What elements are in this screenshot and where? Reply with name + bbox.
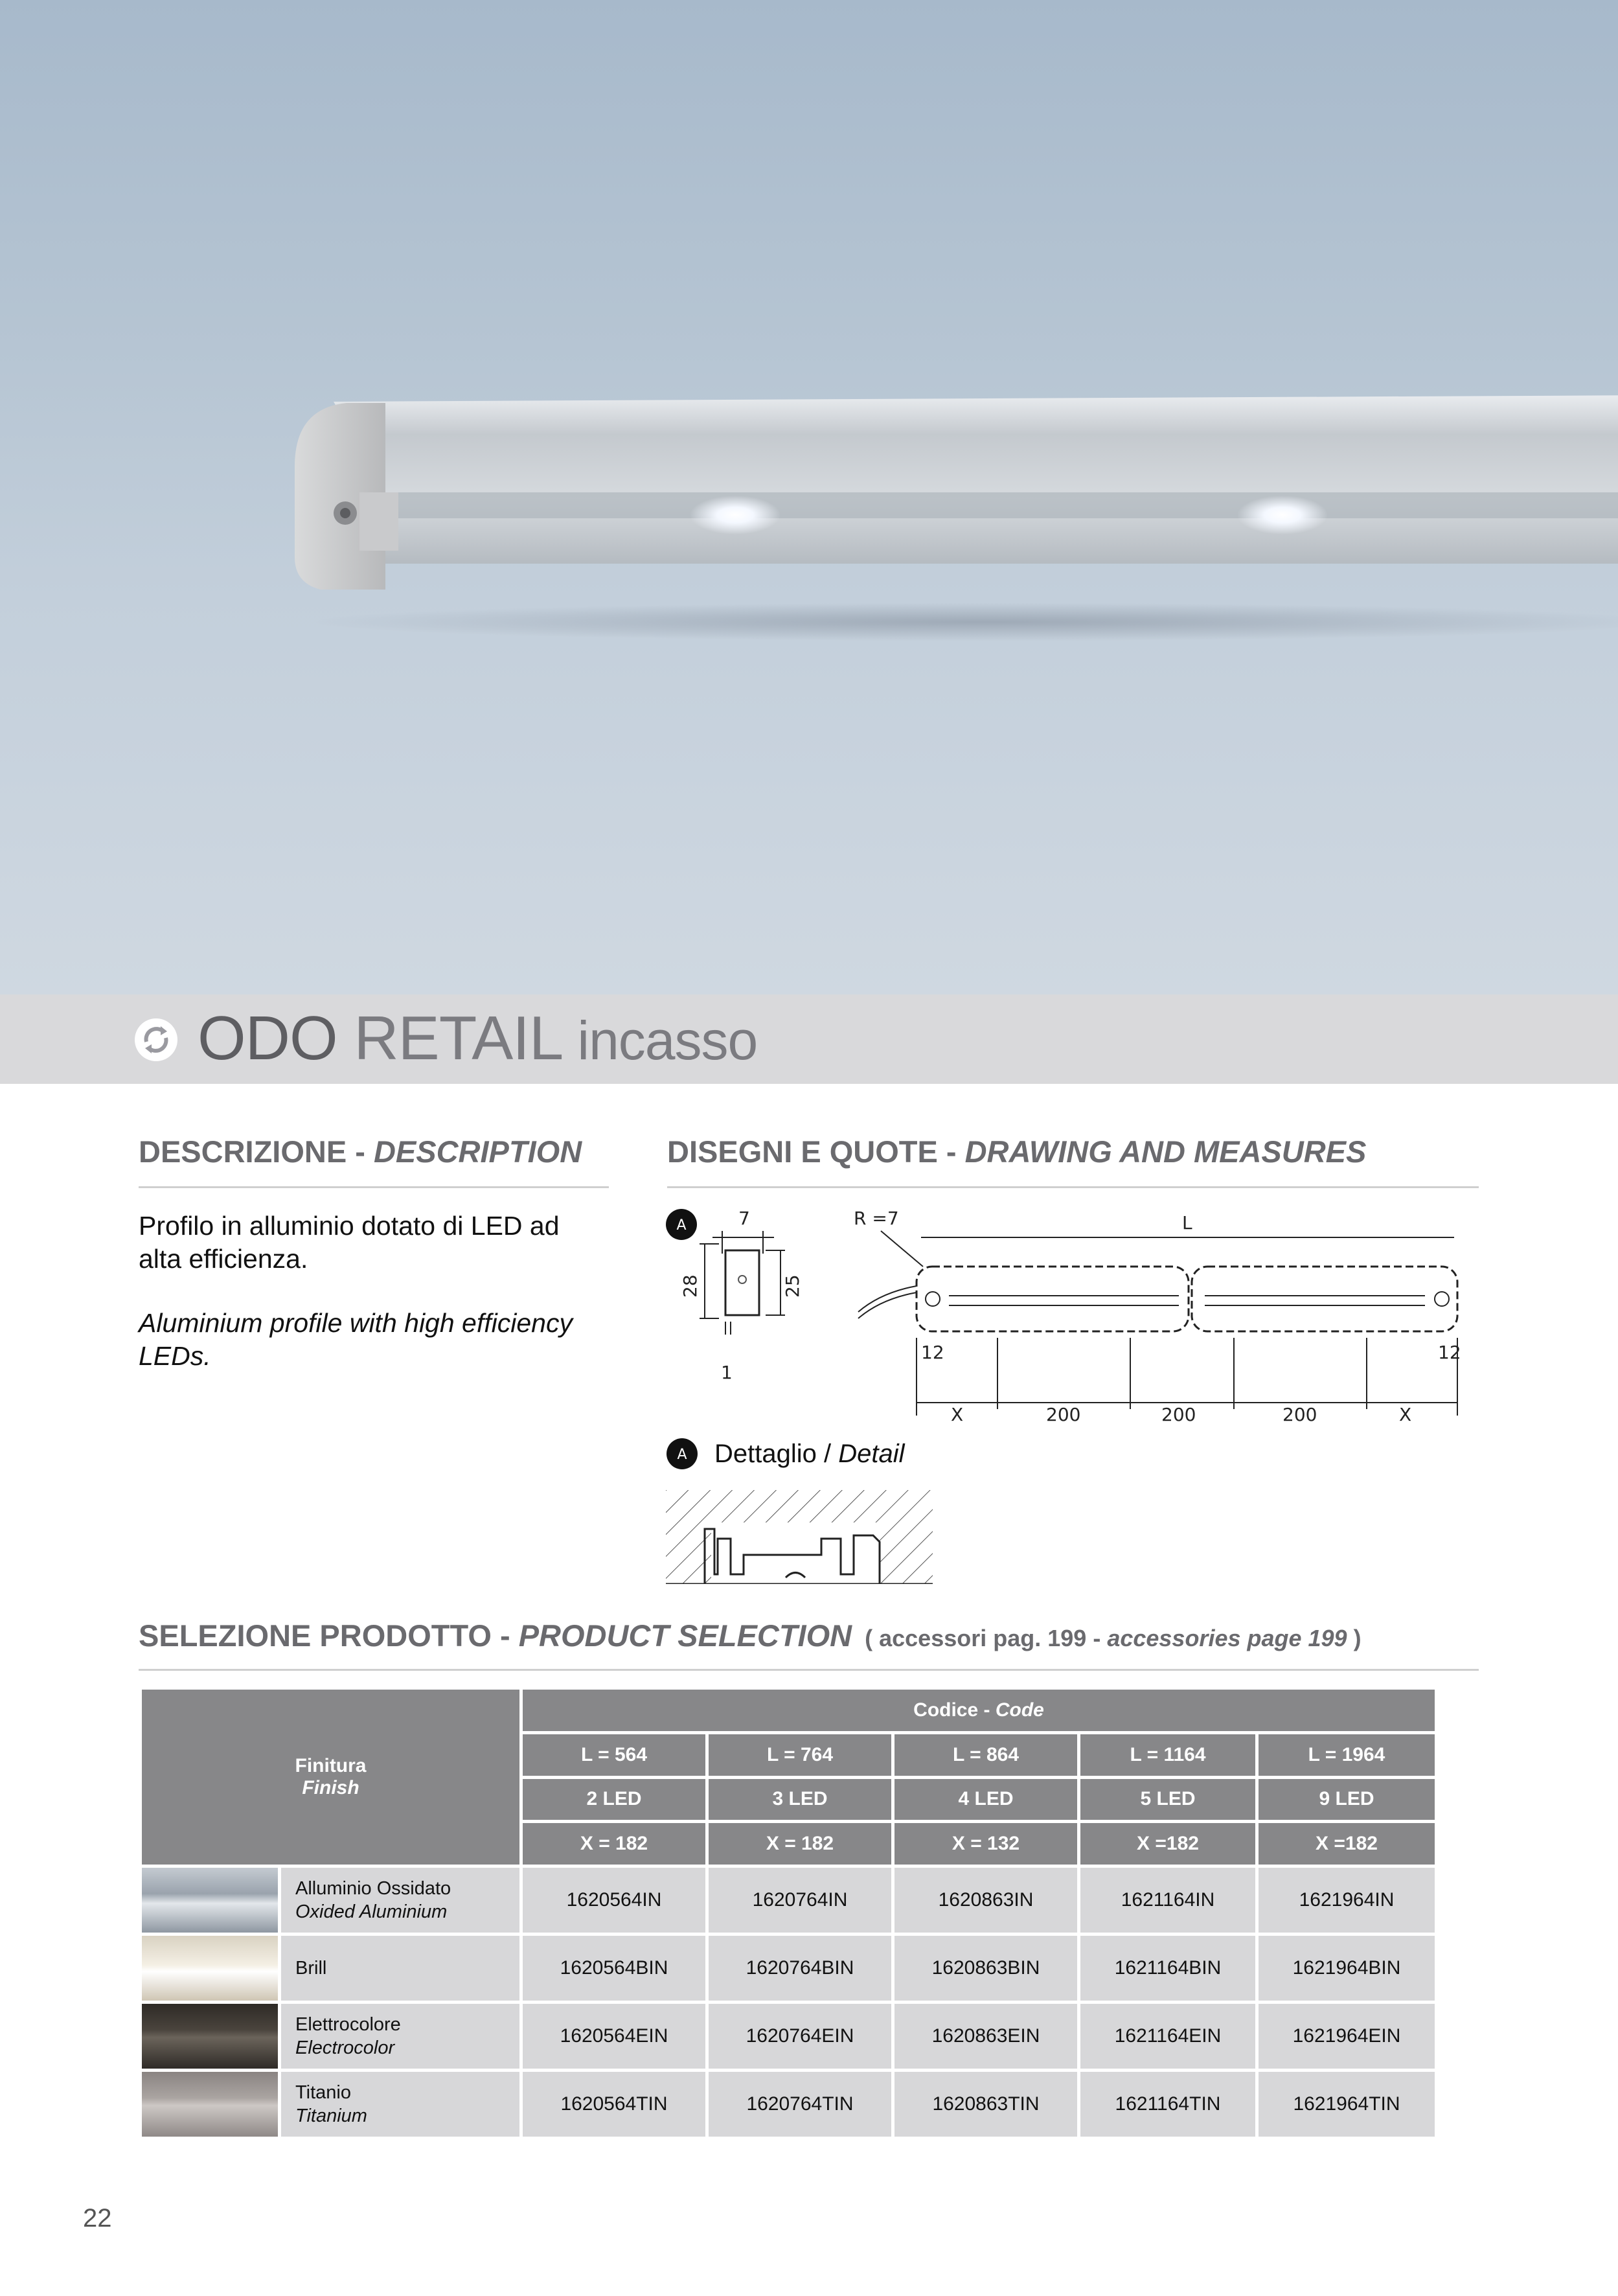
x-value-header: X = 182 <box>523 1823 705 1865</box>
length-header: L = 564 <box>523 1734 705 1776</box>
led-count-header: 2 LED <box>523 1779 705 1820</box>
dim-end-left: 12 <box>921 1342 944 1363</box>
length-header: L = 864 <box>894 1734 1077 1776</box>
selection-note-en: accessories page 199 <box>1107 1625 1347 1651</box>
detail-label <box>714 1440 904 1469</box>
code-header <box>523 1690 1435 1731</box>
page-number: 22 <box>83 2204 112 2233</box>
table-row <box>142 1868 1435 1933</box>
code-cell: 1620564EIN <box>523 2004 705 2069</box>
code-cell: 1620863IN <box>894 1868 1077 1933</box>
finish-label <box>281 2004 519 2069</box>
finish-header-en: Finish <box>302 1777 359 1798</box>
technical-drawing <box>661 1202 1483 1461</box>
dim-height-inner: 25 <box>782 1274 803 1298</box>
selection-heading <box>139 1618 1362 1653</box>
code-cell: 1621164EIN <box>1080 2004 1255 2069</box>
code-cell: 1620863TIN <box>894 2072 1077 2137</box>
drawing-rule <box>667 1186 1479 1188</box>
code-cell: 1621164IN <box>1080 1868 1255 1933</box>
x-value-header: X =182 <box>1259 1823 1435 1865</box>
brand-logo-icon <box>133 1017 179 1062</box>
finish-label <box>281 1936 519 2001</box>
finish-name-en: Electrocolor <box>295 2038 395 2058</box>
dim-spacing-2: 200 <box>1161 1404 1196 1425</box>
code-cell: 1621964IN <box>1259 1868 1435 1933</box>
profile-right-part <box>1192 1267 1457 1331</box>
dim-x-right: X <box>1399 1404 1412 1425</box>
dim-length: L <box>1182 1212 1192 1234</box>
code-cell: 1620564IN <box>523 1868 705 1933</box>
description-heading-en: DESCRIPTION <box>373 1134 582 1169</box>
finish-swatch-electrocolor <box>142 2004 278 2069</box>
detail-section-drawing <box>666 1490 933 1584</box>
badge-a-detail <box>665 1437 699 1471</box>
drawing-heading <box>667 1134 1366 1169</box>
finish-name-it: Elettrocolore <box>295 2014 401 2035</box>
table-row <box>142 2072 1435 2137</box>
product-shadow <box>304 603 1618 641</box>
table-row <box>142 1936 1435 2001</box>
code-cell: 1620863EIN <box>894 2004 1077 2069</box>
dim-x-left: X <box>951 1404 964 1425</box>
finish-name-it: Alluminio Ossidato <box>295 1878 451 1899</box>
code-cell: 1621964TIN <box>1259 2072 1435 2137</box>
x-value-header: X = 182 <box>709 1823 891 1865</box>
detail-label-it: Dettaglio / <box>714 1440 839 1468</box>
finish-name-en: Oxided Aluminium <box>295 1901 448 1922</box>
description-text-en: Aluminium profile with high efficiency LEDs. <box>139 1308 573 1371</box>
led-count-header: 3 LED <box>709 1779 891 1820</box>
finish-name-it: Brill <box>295 1958 327 1979</box>
x-value-header: X =182 <box>1080 1823 1255 1865</box>
detail-label-en: Detail <box>838 1440 905 1468</box>
drawing-heading-en: DRAWING AND MEASURES <box>964 1134 1367 1169</box>
product-title <box>198 1003 757 1074</box>
code-cell: 1620764IN <box>709 1868 891 1933</box>
length-header: L = 1964 <box>1259 1734 1435 1776</box>
finish-label <box>281 1868 519 1933</box>
code-header-en: Code <box>995 1699 1044 1721</box>
finish-swatch-titanium <box>142 2072 278 2137</box>
selection-heading-en: PRODUCT SELECTION <box>518 1618 852 1653</box>
code-cell: 1621964EIN <box>1259 2004 1435 2069</box>
dim-spacing-3: 200 <box>1282 1404 1317 1425</box>
code-cell: 1621164TIN <box>1080 2072 1255 2137</box>
description-heading-it: DESCRIZIONE - <box>139 1134 374 1169</box>
selection-note-close: ) <box>1347 1625 1362 1651</box>
selection-rule <box>139 1669 1479 1671</box>
finish-label <box>281 2072 519 2137</box>
selection-heading-it: SELEZIONE PRODOTTO - <box>139 1618 519 1653</box>
code-cell: 1620764TIN <box>709 2072 891 2137</box>
badge-a-label: A <box>676 1217 687 1234</box>
dim-spacing-1: 200 <box>1046 1404 1081 1425</box>
finish-swatch-aluminium <box>142 1868 278 1933</box>
title-main: ODO <box>198 1004 337 1073</box>
code-cell: 1620564TIN <box>523 2072 705 2137</box>
dim-thickness: 1 <box>721 1362 733 1383</box>
code-header-it: Codice - <box>913 1699 996 1721</box>
length-header: L = 1164 <box>1080 1734 1255 1776</box>
product-table <box>139 1686 1438 2140</box>
length-header: L = 764 <box>709 1734 891 1776</box>
led-profile-illustration <box>295 395 1618 603</box>
title-light: RETAIL <box>354 1004 561 1073</box>
finish-header <box>142 1690 519 1865</box>
finish-header-it: Finitura <box>295 1755 367 1776</box>
led-count-header: 9 LED <box>1259 1779 1435 1820</box>
dim-end-right: 12 <box>1438 1342 1461 1363</box>
table-row <box>142 2004 1435 2069</box>
profile-left-part <box>917 1267 1189 1331</box>
code-cell: 1620764BIN <box>709 1936 891 2001</box>
title-small: incasso <box>577 1010 758 1071</box>
drawing-heading-it: DISEGNI E QUOTE - <box>667 1134 965 1169</box>
description-heading <box>139 1134 582 1169</box>
badge-a-detail-label: A <box>677 1447 687 1463</box>
code-cell: 1621164BIN <box>1080 1936 1255 2001</box>
code-cell: 1620764EIN <box>709 2004 891 2069</box>
dim-width: 7 <box>738 1208 750 1229</box>
selection-note-open: ( accessori pag. 199 - <box>865 1625 1108 1651</box>
led-count-header: 4 LED <box>894 1779 1077 1820</box>
code-cell: 1621964BIN <box>1259 1936 1435 2001</box>
finish-swatch-brill <box>142 1936 278 2001</box>
finish-name-en: Titanium <box>295 2106 367 2126</box>
finish-name-it: Titanio <box>295 2082 351 2103</box>
dim-radius: R =7 <box>854 1208 899 1229</box>
led-count-header: 5 LED <box>1080 1779 1255 1820</box>
code-cell: 1620863BIN <box>894 1936 1077 2001</box>
hero-product-photo <box>0 0 1618 994</box>
x-value-header: X = 132 <box>894 1823 1077 1865</box>
code-cell: 1620564BIN <box>523 1936 705 2001</box>
description-rule <box>139 1186 609 1188</box>
dim-height-total: 28 <box>679 1274 701 1298</box>
description-text-it: Profilo in alluminio dotato di LED ad alta efficienza. <box>139 1211 560 1274</box>
